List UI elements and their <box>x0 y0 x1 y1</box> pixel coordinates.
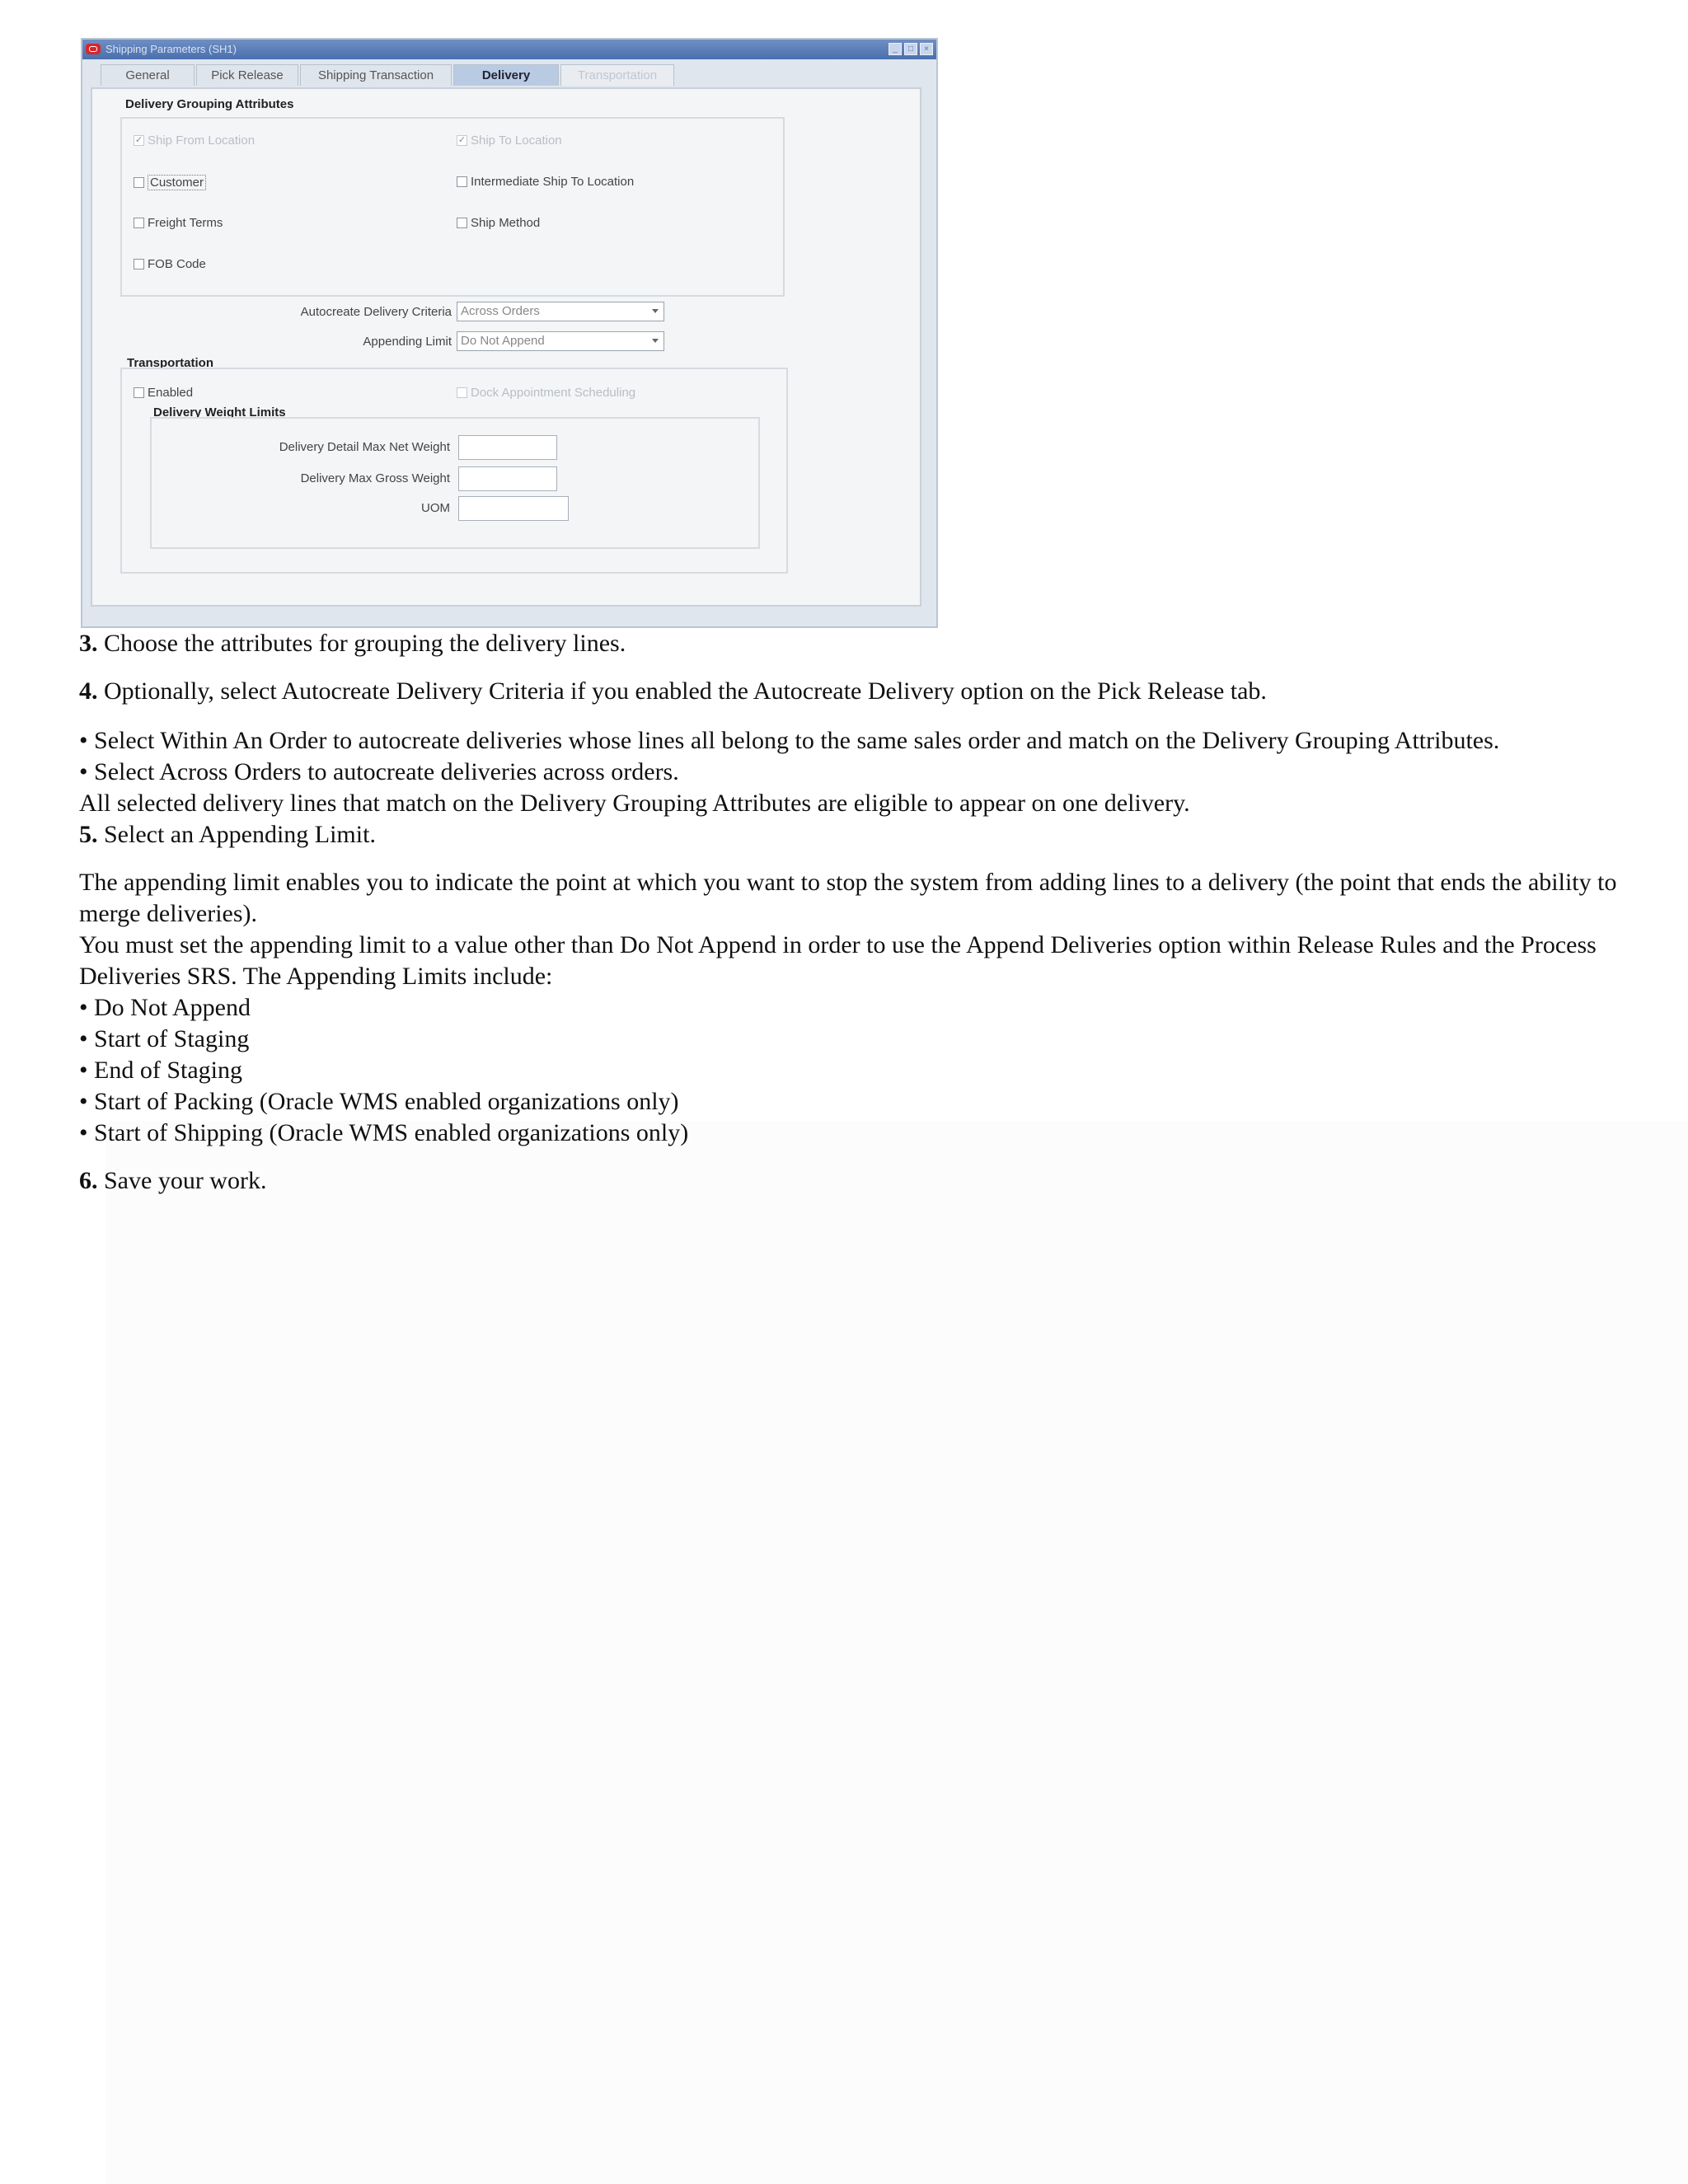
tab-bar <box>101 64 676 86</box>
tab-shipping-transaction[interactable]: Shipping Transaction <box>300 64 452 86</box>
list-item: • Start of Shipping (Oracle WMS enabled organizations only) <box>79 1119 689 1146</box>
transportation-title: Transportation <box>127 356 214 370</box>
document-body <box>79 628 1655 1197</box>
autocreate-label: Autocreate Delivery Criteria <box>300 305 452 319</box>
window-title: Shipping Parameters (SH1) <box>106 43 237 55</box>
bullet-within-order: • Select Within An Order to autocreate deliveries whose lines all belong to the same sales order and match on the Delivery Grouping Attributes. <box>79 727 1500 754</box>
tab-general[interactable]: General <box>101 64 195 86</box>
ship-to-location-checkbox: ✓ Ship To Location <box>457 134 562 148</box>
ship-method-checkbox[interactable]: Ship Method <box>457 216 540 230</box>
step-6: 6. Save your work. <box>79 1167 267 1194</box>
appending-limit-label: Appending Limit <box>363 335 452 349</box>
detail-max-weight-input[interactable] <box>458 435 557 460</box>
minimize-icon[interactable]: _ <box>889 43 902 55</box>
tab-transportation: Transportation <box>560 64 674 86</box>
list-item: • End of Staging <box>79 1057 242 1084</box>
step-5: 5. Select an Appending Limit. <box>79 821 376 848</box>
freight-terms-checkbox[interactable]: Freight Terms <box>134 216 223 230</box>
tab-delivery[interactable]: Delivery <box>453 64 559 86</box>
detail-max-weight-label: Delivery Detail Max Net Weight <box>279 440 450 454</box>
weight-limits-title: Delivery Weight Limits <box>153 405 286 419</box>
dock-appointment-checkbox: Dock Appointment Scheduling <box>457 386 635 400</box>
gross-max-weight-label: Delivery Max Gross Weight <box>300 471 450 485</box>
customer-checkbox[interactable]: Customer <box>134 175 206 190</box>
step-4: 4. Optionally, select Autocreate Delivery Criteria if you enabled the Autocreate Delivery option on the Pick Release tab. <box>79 677 1267 705</box>
intermediate-ship-to-checkbox[interactable]: Intermediate Ship To Location <box>457 175 634 189</box>
list-item: • Start of Staging <box>79 1025 250 1052</box>
bullet-across-orders: • Select Across Orders to autocreate deliveries across orders. <box>79 758 679 785</box>
uom-input[interactable] <box>458 496 569 521</box>
step-3: 3. Choose the attributes for grouping the delivery lines. <box>79 630 626 657</box>
window-titlebar <box>82 40 936 59</box>
appending-limit-paragraph: The appending limit enables you to indicate the point at which you want to stop the system from adding lines to a delivery (the point that ends the ability to merge deliveries). <box>79 869 1617 927</box>
list-item: • Do Not Append <box>79 994 251 1021</box>
page-background <box>106 1121 1688 2184</box>
list-item: • Start of Packing (Oracle WMS enabled organizations only) <box>79 1088 679 1115</box>
maximize-icon[interactable]: □ <box>904 43 917 55</box>
ship-from-location-checkbox: ✓ Ship From Location <box>134 134 256 148</box>
chevron-down-icon <box>652 309 659 313</box>
fob-code-checkbox[interactable]: FOB Code <box>134 257 206 271</box>
shipping-parameters-window <box>81 38 938 628</box>
uom-label: UOM <box>421 501 450 515</box>
appending-limit-select[interactable]: Do Not Append <box>457 331 664 351</box>
gross-max-weight-input[interactable] <box>458 466 557 491</box>
grouping-title: Delivery Grouping Attributes <box>125 97 294 111</box>
transportation-enabled-checkbox[interactable]: Enabled <box>134 386 193 400</box>
autocreate-criteria-select[interactable]: Across Orders <box>457 302 664 321</box>
chevron-down-icon <box>652 339 659 343</box>
tab-pick-release[interactable]: Pick Release <box>196 64 298 86</box>
close-icon[interactable]: × <box>920 43 933 55</box>
grouping-eligibility-text: All selected delivery lines that match on the Delivery Grouping Attributes are eligible to appear on one delivery. <box>79 790 1190 817</box>
appending-limit-requirement: You must set the appending limit to a value other than Do Not Append in order to use the Append Deliveries option within Release Rules and the Process Deliveries SRS. The Appending Limits include: <box>79 931 1597 990</box>
delivery-panel <box>91 87 921 607</box>
oracle-logo-icon <box>86 44 101 54</box>
